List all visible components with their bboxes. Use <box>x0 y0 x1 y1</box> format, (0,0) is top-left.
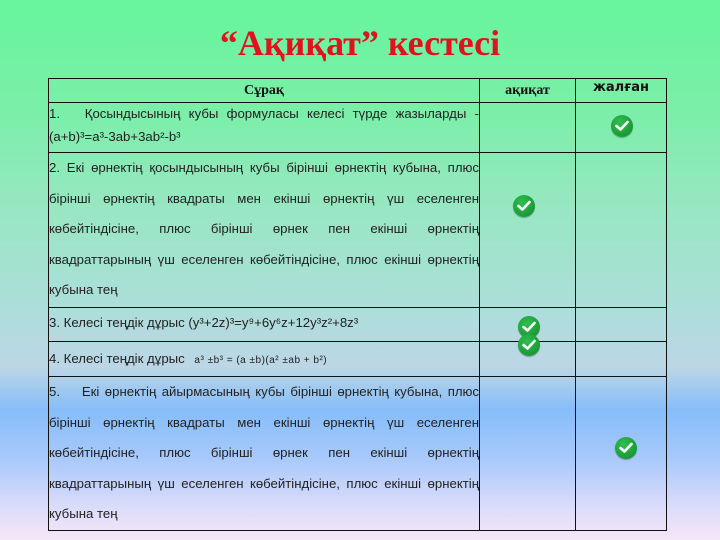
table-row <box>49 342 667 377</box>
answer-true-cell[interactable] <box>480 377 576 531</box>
question-cell <box>49 308 480 342</box>
formula: a³ ±b³ = (a ±b)(a² ±ab + b²) <box>194 355 328 366</box>
check-circle-icon <box>615 437 637 459</box>
answer-false-cell[interactable] <box>576 103 667 153</box>
question-number: 5. <box>49 384 60 399</box>
question-text: Екі өрнектің айырмасының кубы бірінші өрнектің кубына, плюс бірінші өрнектің квадраты мен екінші өрнектің үш еселенген көбейтіндісіне, плюс бірінші өрнек пен екінші өрнектің квадраттарының үш еселенген көбейтіндісіне, плюс екінші өрнектің кубына тең <box>49 384 480 521</box>
table-row <box>49 377 667 531</box>
question-number: 3. <box>49 315 60 330</box>
question-number: 2. <box>49 160 60 175</box>
question-cell <box>49 103 480 153</box>
answer-false-cell[interactable] <box>576 377 667 531</box>
question-cell <box>49 342 480 377</box>
check-circle-icon <box>518 334 540 356</box>
question-cell <box>49 377 480 531</box>
question-cell <box>49 153 480 308</box>
header-question: Сұрақ <box>49 79 480 103</box>
page-title: “Ақиқат” кестесі <box>219 23 501 63</box>
table-row <box>49 308 667 342</box>
table-header-row <box>49 79 667 103</box>
question-number: 4. <box>49 351 60 366</box>
answer-true-cell[interactable] <box>480 153 576 308</box>
answer-true-cell[interactable] <box>480 342 576 377</box>
question-text: Келесі теңдік дұрыс <box>63 351 185 366</box>
truth-table <box>48 78 667 531</box>
question-text: Екі өрнектің қосындысының кубы бірінші өрнектің кубына, плюс бірінші өрнектің квадраты мен екінші өрнектің үш еселенген көбейтіндісіне, плюс бірінші өрнек пен екінші өрнектің квадраттарының үш еселенген көбейтіндісіне, плюс екінші өрнектің кубына тең <box>49 160 479 297</box>
table-row <box>49 103 667 153</box>
check-circle-icon <box>611 115 633 137</box>
question-text: Келесі теңдік дұрыс (y³+2z)³=y⁹+6y⁶z+12y³z²+8z³ <box>63 315 359 330</box>
answer-false-cell[interactable] <box>576 342 667 377</box>
header-false: жалған <box>576 79 667 103</box>
answer-true-cell[interactable] <box>480 103 576 153</box>
answer-false-cell[interactable] <box>576 308 667 342</box>
answer-false-cell[interactable] <box>576 153 667 308</box>
check-circle-icon <box>513 195 535 217</box>
question-text: Қосындысының кубы формуласы келесі түрде жазыларды - (a+b)³=a³-3ab+3ab²-b³ <box>49 106 479 144</box>
header-true: ақиқат <box>480 79 576 103</box>
question-number: 1. <box>49 106 60 121</box>
table-row <box>49 153 667 308</box>
